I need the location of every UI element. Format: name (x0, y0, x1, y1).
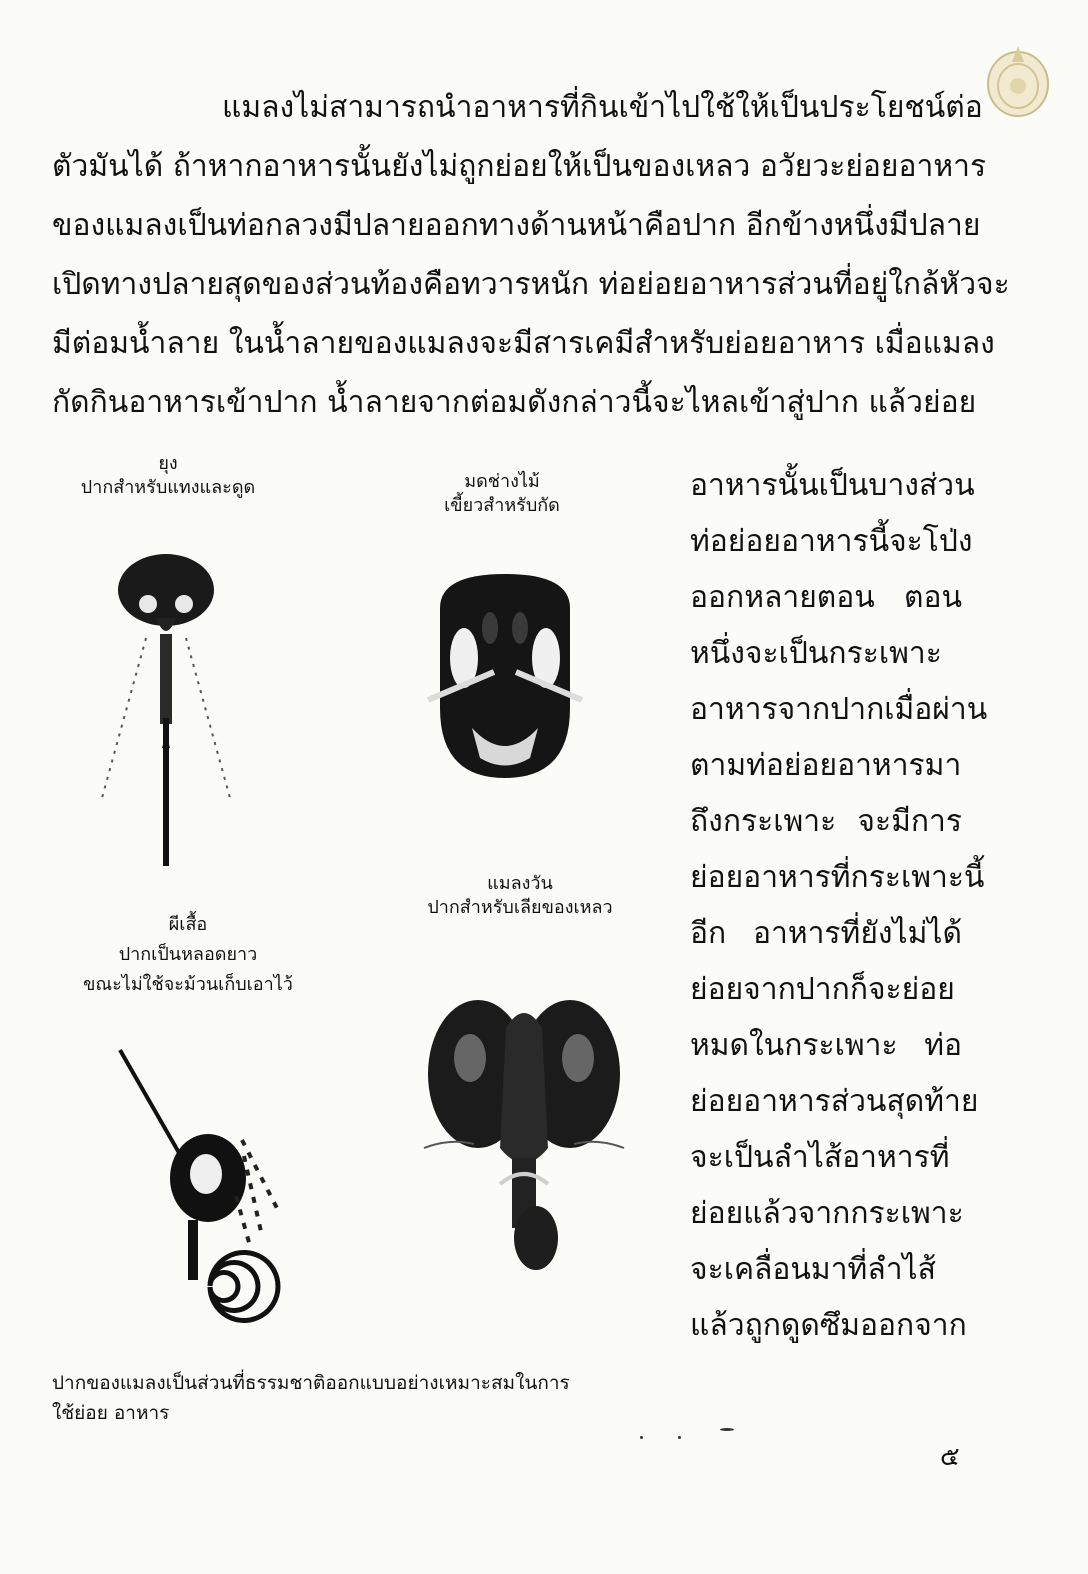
column-line: ย่อยแล้วจากกระเพาะ (690, 1196, 964, 1231)
fly-desc: ปากสำหรับเลียของเหลว (427, 897, 613, 918)
ant-desc: เขี้ยวสำหรับกัด (444, 495, 560, 516)
mosquito-name: ยุง (158, 453, 178, 474)
column-line: อาหารจากปากเมื่อผ่าน (690, 692, 988, 727)
column-line: จะเคลื่อนมาที่ลำไส้ (690, 1252, 936, 1287)
ant-name: มดช่างไม้ (464, 471, 540, 492)
paragraph-line: เปิดทางปลายสุดของส่วนท้องคือทวารหนัก ท่อย่อยอาหารส่วนที่อยู่ใกล้หัวจะ (52, 267, 1010, 302)
ink-speck (640, 1436, 643, 1439)
column-line: ออกหลายตอน ตอน (690, 580, 962, 615)
paragraph-line: มีต่อมน้ำลาย ในน้ำลายของแมลงจะมีสารเคมีสำหรับย่อยอาหาร เมื่อแมลง (52, 326, 995, 361)
column-line: ย่อยอาหารส่วนสุดท้าย (690, 1084, 979, 1119)
paragraph-line: แมลงไม่สามารถนำอาหารที่กินเข้าไปใช้ให้เป็นประโยชน์ต่อ (222, 90, 983, 125)
caption-line-2: ใช้ย่อย อาหาร (52, 1402, 170, 1424)
column-line: อีก อาหารที่ยังไม่ได้ (690, 916, 962, 951)
side-text-column (690, 458, 988, 1354)
butterfly-name: ผีเสื้อ (168, 914, 208, 935)
butterfly-head-illustration (112, 1046, 282, 1326)
emblem-icon (982, 40, 1054, 120)
column-line: ท่อย่อยอาหารนี้จะโป่ง (690, 524, 973, 559)
ant-caption (412, 470, 592, 518)
ink-speck (678, 1436, 681, 1439)
column-line: ถึงกระเพาะ จะมีการ (690, 804, 962, 839)
paragraph-line: ของแมลงเป็นท่อกลวงมีปลายออกทางด้านหน้าคือปาก อีกข้างหนึ่งมีปลาย (52, 208, 981, 243)
butterfly-caption (56, 910, 320, 1000)
mosquito-desc: ปากสำหรับแทงและดูด (80, 477, 256, 498)
column-line: หมดในกระเพาะ ท่อ (690, 1028, 962, 1063)
page-number: ๕ (940, 1442, 960, 1472)
column-line: จะเป็นลำไส้อาหารที่ (690, 1140, 950, 1175)
housefly-head-illustration (420, 988, 628, 1278)
mosquito-head-illustration (96, 548, 236, 868)
paragraph-line: กัดกินอาหารเข้าปาก น้ำลายจากต่อมดังกล่าวนี้จะไหลเข้าสู่ปาก แล้วย่อย (52, 385, 977, 420)
column-line: ย่อยจากปากก็จะย่อย (690, 972, 955, 1007)
intro-paragraph (52, 78, 1010, 432)
ant-head-illustration (420, 568, 590, 784)
figure-caption (52, 1368, 692, 1428)
mosquito-caption (56, 452, 280, 500)
column-line: หนึ่งจะเป็นกระเพาะ (690, 636, 942, 671)
butterfly-desc: ปากเป็นหลอดยาว (118, 944, 258, 965)
column-line: แล้วถูกดูดซึมออกจาก (690, 1308, 967, 1343)
butterfly-desc-2: ขณะไม่ใช้จะม้วนเก็บเอาไว้ (83, 974, 293, 995)
fly-caption (398, 872, 642, 920)
caption-line-1: ปากของแมลงเป็นส่วนที่ธรรมชาติออกแบบอย่างเหมาะสมในการ (52, 1372, 570, 1394)
paragraph-line: ตัวมันได้ ถ้าหากอาหารนั้นยังไม่ถูกย่อยให้เป็นของเหลว อวัยวะย่อยอาหาร (52, 149, 987, 184)
column-line: ตามท่อย่อยอาหารมา (690, 748, 962, 783)
column-line: ย่อยอาหารที่กระเพาะนี้ (690, 860, 985, 895)
ink-speck (720, 1428, 734, 1431)
column-line: อาหารนั้นเป็นบางส่วน (690, 468, 975, 503)
fly-name: แมลงวัน (487, 873, 553, 894)
